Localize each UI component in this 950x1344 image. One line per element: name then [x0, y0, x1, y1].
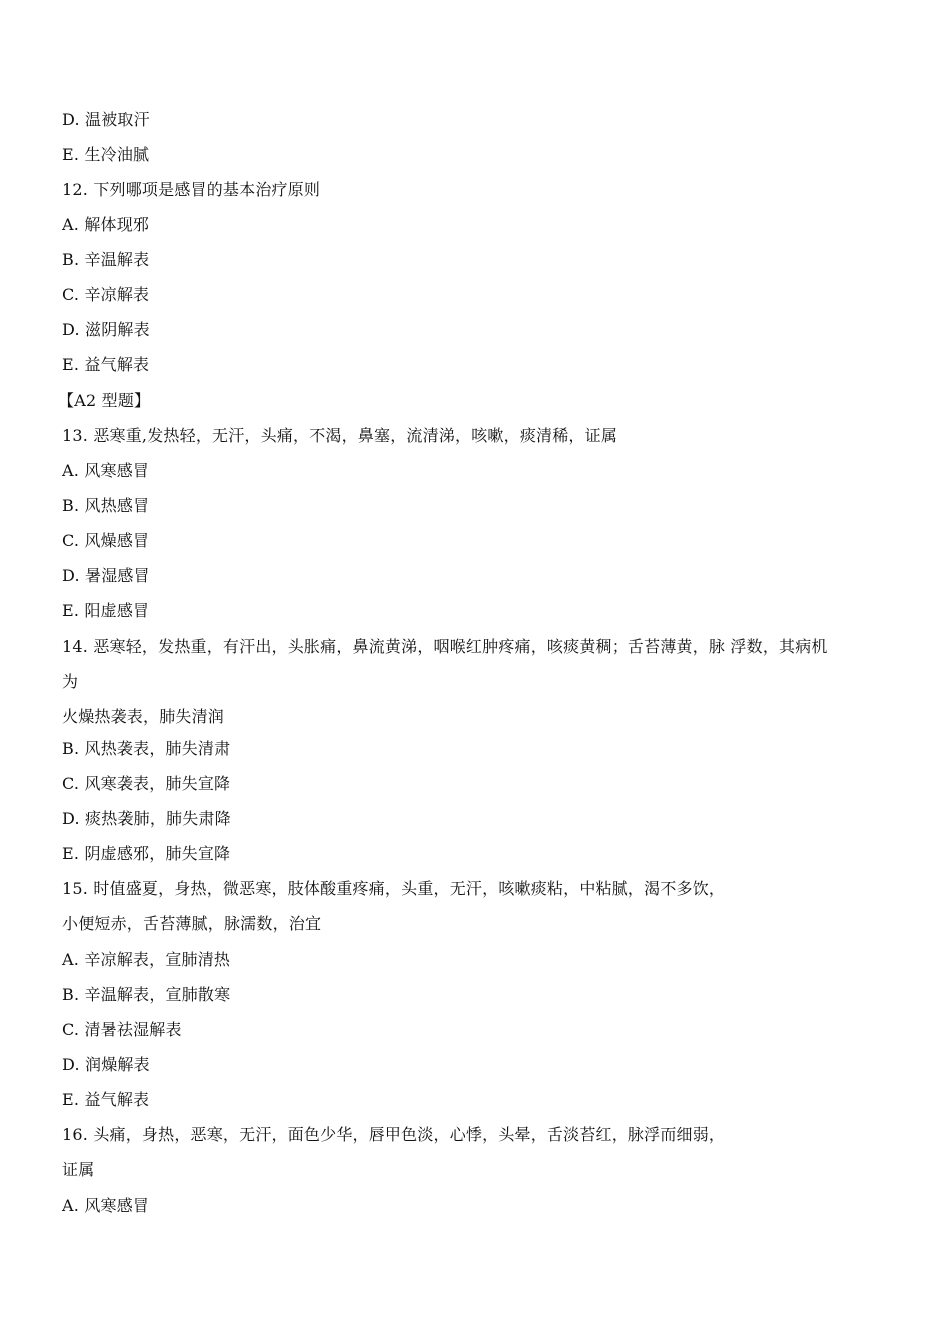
- option-line: D. 暑湿感冒: [62, 566, 150, 585]
- option-line: E. 阴虚感邪，肺失宣降: [62, 844, 231, 863]
- option-line: E. 生冷油腻: [62, 145, 150, 164]
- option-line: C. 风燥感冒: [62, 531, 150, 550]
- section-heading: 【A2 型题】: [58, 391, 151, 410]
- option-line: D. 滋阴解表: [62, 320, 150, 339]
- question-line-continued: 为: [62, 672, 79, 691]
- question-line: 16. 头痛，身热，恶寒，无汗，面色少华，唇甲色淡，心悸，头晕，舌淡苔红，脉浮而细弱，: [62, 1125, 726, 1144]
- option-line: A. 辛凉解表，宣肺清热: [62, 950, 231, 969]
- option-line: B. 辛温解表，宣肺散寒: [62, 985, 231, 1004]
- option-line: A. 解体现邪: [62, 215, 150, 234]
- question-line: 12. 下列哪项是感冒的基本治疗原则: [62, 180, 321, 199]
- option-line: B. 风热感冒: [62, 496, 150, 515]
- option-line: A. 风寒感冒: [62, 1196, 150, 1215]
- option-line: C. 辛凉解表: [62, 285, 150, 304]
- option-line: B. 风热袭表，肺失清肃: [62, 739, 231, 758]
- option-line: D. 温被取汗: [62, 110, 150, 129]
- option-line: A. 风寒感冒: [62, 461, 150, 480]
- option-line: 火燥热袭表，肺失清润: [62, 707, 225, 726]
- option-line: D. 润燥解表: [62, 1055, 150, 1074]
- question-line: 15. 时值盛夏，身热，微恶寒，肢体酸重疼痛，头重，无汗，咳嗽痰粘，中粘腻，渴不多饮，: [62, 879, 726, 898]
- option-line: C. 清暑祛湿解表: [62, 1020, 182, 1039]
- option-line: C. 风寒袭表，肺失宣降: [62, 774, 231, 793]
- question-line: 13. 恶寒重,发热轻，无汗，头痛，不渴，鼻塞，流清涕，咳嗽，痰清稀，证属: [62, 426, 618, 445]
- question-line-continued: 证属: [62, 1160, 95, 1179]
- option-line: B. 辛温解表: [62, 250, 150, 269]
- option-line: E. 阳虚感冒: [62, 601, 150, 620]
- question-line-continued: 小便短赤，舌苔薄腻，脉濡数，治宜: [62, 914, 322, 933]
- option-line: D. 痰热袭肺，肺失肃降: [62, 809, 231, 828]
- question-line: 14. 恶寒轻，发热重，有汗出，头胀痛，鼻流黄涕，咽喉红肿疼痛，咳痰黄稠；舌苔薄黄，脉 浮数，其病机: [62, 637, 828, 656]
- option-line: E. 益气解表: [62, 1090, 150, 1109]
- option-line: E. 益气解表: [62, 355, 150, 374]
